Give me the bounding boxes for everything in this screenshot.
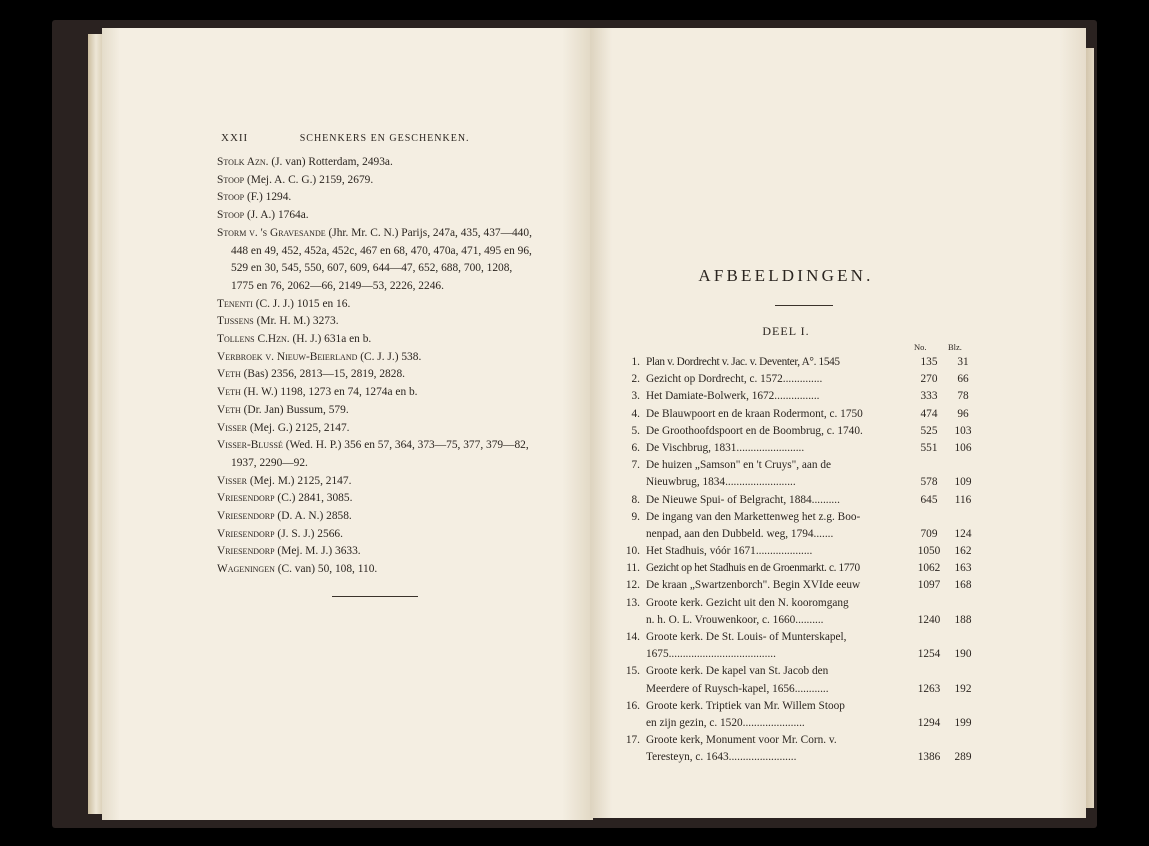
- donor-entry: Storm v. 's Gravesande (Jhr. Mr. C. N.) Parijs, 247a, 435, 437—440, 448 en 49, 452, 452a, 452c, 467 en 68, 470, 470a, 471, 495 en 96, 529 en 30, 545, 550, 607, 609, 644—47, 652, 688, 700, 1208, 1775 en 76, 2062—66, 2149—53, 2226, 2246.: [217, 226, 532, 292]
- illustration-row: [618, 543, 972, 560]
- item-title: Gezicht op Dordrecht, c. 1572..............: [646, 373, 823, 386]
- item-number: 7.: [631, 459, 640, 472]
- item-number: 5.: [631, 424, 640, 437]
- donor-entry: Visser (Mej. G.) 2125, 2147.: [217, 421, 350, 434]
- item-number: 6.: [631, 441, 640, 454]
- item-title: Groote kerk. De kapel van St. Jacob den: [646, 665, 829, 678]
- page-number: XXII: [221, 132, 249, 144]
- illustration-row: [618, 423, 972, 440]
- donor-entry: Veth (Bas) 2356, 2813—15, 2819, 2828.: [217, 368, 405, 381]
- item-page-number: 289: [954, 751, 972, 764]
- illustration-list: [618, 354, 972, 767]
- item-number: 2.: [631, 373, 640, 386]
- illustration-row: [618, 715, 972, 732]
- item-page-number: 188: [954, 613, 972, 626]
- item-catalog-number: 135: [920, 356, 938, 368]
- illustration-row: [618, 526, 972, 543]
- donor-entry: Vriesendorp (D. A. N.) 2858.: [217, 510, 352, 523]
- item-catalog-number: 1062: [917, 562, 941, 575]
- item-page-number: 116: [954, 493, 972, 506]
- item-catalog-number: 525: [920, 424, 938, 437]
- left-running-head: [221, 132, 470, 144]
- column-header-blz: Blz.: [948, 342, 962, 352]
- illustration-row: [618, 612, 972, 629]
- item-title: Nieuwbrug, 1834.........................: [646, 476, 796, 489]
- donor-entry: Visser-Blussé (Wed. H. P.) 356 en 57, 364, 373—75, 377, 379—82, 1937, 2290—92.: [217, 439, 529, 469]
- item-title: Het Damiate-Bolwerk, 1672................: [646, 390, 820, 403]
- illustration-row: [618, 440, 972, 457]
- item-catalog-number: 1263: [917, 682, 941, 695]
- illustration-row: [618, 354, 969, 371]
- donor-entry: Vriesendorp (Mej. M. J.) 3633.: [217, 545, 361, 558]
- item-catalog-number: 1240: [917, 613, 941, 626]
- item-page-number: 96: [957, 407, 969, 420]
- illustration-row: [618, 371, 969, 388]
- illustration-row: [618, 629, 963, 646]
- item-number: 9.: [631, 510, 640, 523]
- item-title: De kraan „Swartzenborch". Begin XVIde eeuw: [646, 579, 861, 592]
- item-number: 3.: [631, 390, 640, 403]
- illustration-row: [618, 509, 963, 526]
- part-heading: DEEL I.: [762, 324, 810, 338]
- donor-entry: Tollens C.Hzn. (H. J.) 631a en b.: [217, 333, 372, 346]
- illustration-row: [618, 595, 963, 612]
- item-title: en zijn gezin, c. 1520......................: [646, 716, 805, 729]
- item-title: De ingang van den Markettenweg het z.g. Boo-: [646, 510, 861, 523]
- illustration-row: [618, 406, 969, 423]
- donor-entry: Stoop (Mej. A. C. G.) 2159, 2679.: [217, 173, 374, 186]
- item-page-number: 78: [957, 390, 969, 403]
- donor-entry: Visser (Mej. M.) 2125, 2147.: [217, 474, 352, 487]
- item-catalog-number: 270: [920, 373, 938, 386]
- item-title: De Nieuwe Spui- of Belgracht, 1884..........: [646, 493, 840, 506]
- item-page-number: 31: [957, 356, 969, 368]
- item-page-number: 199: [954, 716, 972, 729]
- item-page-number: 124: [954, 527, 972, 540]
- item-page-number: 190: [954, 648, 972, 661]
- title-rule: [775, 305, 833, 306]
- item-catalog-number: 1294: [917, 716, 941, 729]
- illustration-row: [618, 698, 963, 715]
- donor-list: [217, 154, 535, 579]
- illustration-row: [618, 749, 972, 766]
- item-number: 10.: [625, 545, 640, 558]
- item-page-number: 66: [957, 373, 969, 386]
- donor-entry: Stolk Azn. (J. van) Rotterdam, 2493a.: [217, 156, 393, 168]
- donor-entry: Vriesendorp (J. S. J.) 2566.: [217, 527, 343, 540]
- item-title: De Groothoofdspoort en de Boombrug, c. 1740.: [646, 424, 863, 437]
- item-catalog-number: 645: [920, 493, 938, 506]
- item-number: 11.: [626, 562, 640, 575]
- item-title: Het Stadhuis, vóór 1671....................: [646, 545, 813, 558]
- item-catalog-number: 1254: [917, 648, 941, 661]
- item-page-number: 192: [954, 682, 972, 695]
- item-title: Groote kerk, Monument voor Mr. Corn. v.: [646, 734, 837, 747]
- item-catalog-number: 474: [920, 407, 938, 420]
- illustration-row: [618, 681, 972, 698]
- item-number: 4.: [631, 407, 640, 420]
- illustration-row: [618, 577, 972, 594]
- item-number: 15.: [625, 665, 640, 678]
- donor-entry: Stoop (F.) 1294.: [217, 191, 292, 204]
- running-head-title: SCHENKERS EN GESCHENKEN.: [299, 133, 470, 144]
- item-title: Groote kerk. De St. Louis- of Munterskapel,: [646, 631, 847, 643]
- section-title: AFBEELDINGEN.: [698, 266, 874, 285]
- item-title: 1675......................................: [646, 648, 776, 661]
- item-title: De Blauwpoort en de kraan Rodermont, c. 1750: [646, 407, 863, 420]
- item-page-number: 103: [954, 424, 972, 437]
- item-catalog-number: 578: [920, 476, 938, 489]
- item-title: Gezicht op het Stadhuis en de Groenmarkt. c. 1770: [646, 562, 860, 575]
- donor-entry: Wageningen (C. van) 50, 108, 110.: [217, 563, 378, 576]
- donor-entry: Stoop (J. A.) 1764a.: [217, 209, 309, 222]
- item-title: Plan v. Dordrecht v. Jac. v. Deventer, A°. 1545: [646, 356, 840, 368]
- item-title: nenpad, aan den Dubbeld. weg, 1794.......: [646, 527, 834, 540]
- item-catalog-number: 709: [920, 527, 938, 540]
- donor-entry: Veth (H. W.) 1198, 1273 en 74, 1274a en b.: [217, 386, 418, 399]
- illustration-row: [618, 646, 972, 663]
- illustration-row: [618, 663, 963, 680]
- item-number: 8.: [631, 493, 640, 506]
- item-catalog-number: 333: [920, 390, 938, 403]
- illustration-row: [618, 457, 963, 474]
- column-header-no: No.: [914, 342, 927, 352]
- donor-entry: Tenenti (C. J. J.) 1015 en 16.: [217, 297, 351, 310]
- item-catalog-number: 1097: [917, 579, 941, 592]
- item-page-number: 163: [954, 562, 972, 575]
- illustration-row: [618, 560, 972, 577]
- illustration-row: [618, 492, 972, 509]
- donor-entry: Veth (Dr. Jan) Bussum, 579.: [217, 403, 349, 416]
- item-page-number: 106: [954, 441, 972, 454]
- item-title: Groote kerk. Triptiek van Mr. Willem Stoop: [646, 699, 845, 712]
- item-number: 17.: [625, 734, 640, 747]
- item-number: 1.: [631, 356, 640, 368]
- item-title: De Vischbrug, 1831........................: [646, 441, 805, 454]
- illustration-row: [618, 732, 963, 749]
- item-catalog-number: 551: [920, 441, 938, 454]
- illustration-row: [618, 474, 972, 491]
- illustration-row: [618, 388, 969, 405]
- item-title: n. h. O. L. Vrouwenkoor, c. 1660..........: [646, 613, 824, 626]
- left-page-rule: [332, 596, 418, 597]
- donor-entry: Vriesendorp (C.) 2841, 3085.: [217, 492, 353, 505]
- donor-entry: Tijssens (Mr. H. M.) 3273.: [217, 315, 339, 328]
- item-number: 12.: [625, 579, 640, 592]
- item-title: Groote kerk. Gezicht uit den N. kooromgang: [646, 596, 849, 609]
- item-number: 14.: [625, 631, 640, 643]
- item-number: 16.: [625, 699, 640, 712]
- item-catalog-number: 1386: [917, 751, 941, 764]
- item-page-number: 168: [954, 579, 972, 592]
- item-page-number: 162: [954, 545, 972, 558]
- item-title: Teresteyn, c. 1643........................: [646, 751, 797, 764]
- item-title: De huizen „Samson" en 't Cruys", aan de: [646, 459, 832, 472]
- item-title: Meerdere of Ruysch-kapel, 1656............: [646, 682, 829, 695]
- item-catalog-number: 1050: [917, 545, 941, 558]
- item-page-number: 109: [954, 476, 972, 489]
- item-number: 13.: [625, 596, 640, 609]
- donor-entry: Verbroek v. Nieuw-Beierland (C. J. J.) 538.: [217, 350, 422, 363]
